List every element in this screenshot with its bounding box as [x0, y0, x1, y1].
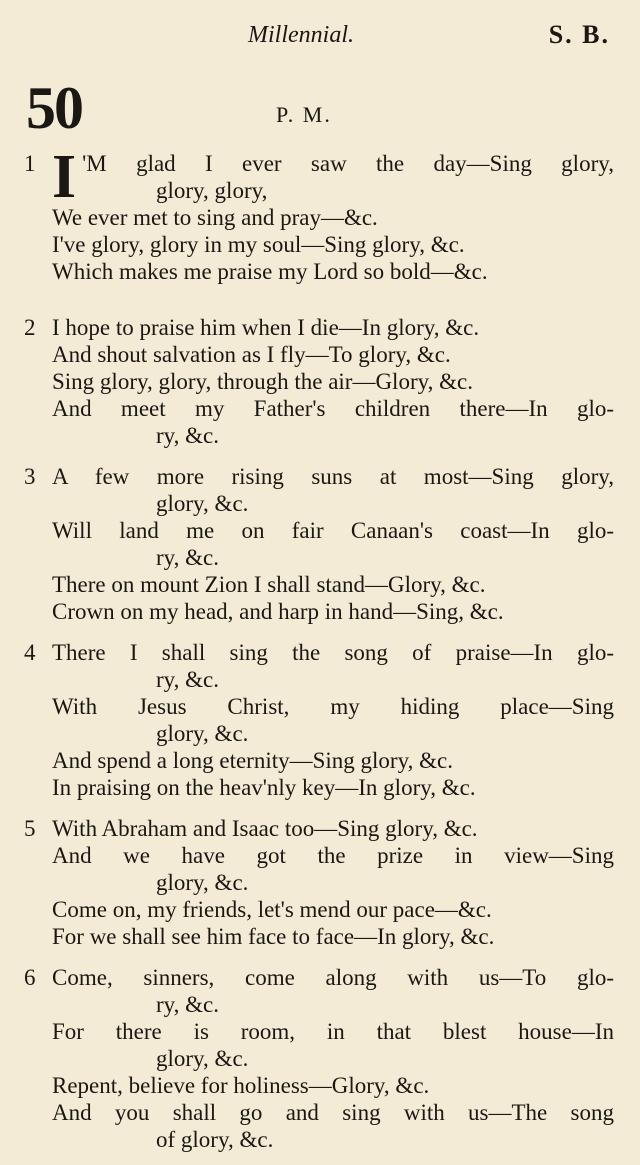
verse-line: In praising on the heav'nly key—In glory, &c.	[52, 775, 476, 800]
verse-line: Crown on my head, and harp in hand—Sing, &c.	[52, 599, 504, 624]
verse-6	[0, 964, 640, 1153]
verse-line-group	[52, 143, 614, 211]
hymn-lyrics	[0, 143, 640, 1153]
verse-line: I've glory, glory in my soul—Sing glory, &c.	[52, 232, 465, 257]
verse-line: And we have got the prize in view—Sing	[52, 843, 614, 868]
verse-line: ry, &c.	[156, 667, 220, 692]
verse-line: 'M glad I ever saw the day—Sing glory,	[82, 151, 614, 176]
verse-line: ry, &c.	[156, 992, 220, 1017]
verse-3	[0, 463, 640, 625]
verse-line: And you shall go and sing with us—The song	[52, 1100, 614, 1125]
verse-number: 3	[24, 464, 36, 489]
verse-line: glory, &c.	[156, 1046, 249, 1071]
verse-5	[0, 815, 640, 950]
verse-line: glory, &c.	[156, 870, 249, 895]
verse-line: Repent, believe for holiness—Glory, &c.	[52, 1073, 430, 1098]
verse-line: glory, glory,	[156, 178, 268, 203]
verse-number: 2	[24, 315, 36, 340]
verse-line: With Abraham and Isaac too—Sing glory, &c.	[52, 816, 478, 841]
verse-line: And meet my Father's children there—In glo-	[52, 396, 614, 421]
verse-line: ry, &c.	[156, 423, 220, 448]
drop-cap: I	[52, 143, 77, 211]
verse-line: Which makes me praise my Lord so bold—&c.	[52, 259, 488, 284]
verse-line: There I shall sing the song of praise—In glo-	[52, 640, 614, 665]
running-title: Millennial.	[248, 22, 354, 48]
verse-number: 6	[24, 965, 36, 990]
verse-line: We ever met to sing and pray—&c.	[52, 205, 378, 230]
hymn-meter: P. M.	[276, 102, 332, 127]
verse-line: And shout salvation as I fly—To glory, &c.	[52, 342, 451, 367]
verse-line: Will land me on fair Canaan's coast—In glo-	[52, 518, 614, 543]
verse-2	[0, 314, 640, 449]
verse-1	[0, 143, 640, 300]
verse-line: I hope to praise him when I die—In glory, &c.	[52, 315, 480, 340]
verse-4	[0, 639, 640, 801]
verse-line: ry, &c.	[156, 545, 220, 570]
verse-line: For there is room, in that blest house—In	[52, 1019, 614, 1044]
verse-line: Come on, my friends, let's mend our pace—&c.	[52, 897, 492, 922]
verse-line: With Jesus Christ, my hiding place—Sing	[52, 694, 614, 719]
verse-line: glory, &c.	[156, 721, 249, 746]
verse-line: Sing glory, glory, through the air—Glory, &c.	[52, 369, 473, 394]
verse-line: A few more rising suns at most—Sing glory,	[52, 464, 614, 489]
hymn-number: 50	[26, 75, 82, 141]
verse-line: For we shall see him face to face—In glory, &c.	[52, 924, 495, 949]
book-code: S. B.	[548, 20, 610, 49]
verse-line: Come, sinners, come along with us—To glo-	[52, 965, 614, 990]
verse-line: There on mount Zion I shall stand—Glory, &c.	[52, 572, 486, 597]
verse-line: And spend a long eternity—Sing glory, &c.	[52, 748, 453, 773]
verse-line: of glory, &c.	[156, 1127, 274, 1152]
verse-number: 4	[24, 640, 36, 665]
verse-number: 5	[24, 816, 36, 841]
verse-number: 1	[24, 151, 36, 176]
verse-line: glory, &c.	[156, 491, 249, 516]
page-header	[0, 22, 640, 56]
